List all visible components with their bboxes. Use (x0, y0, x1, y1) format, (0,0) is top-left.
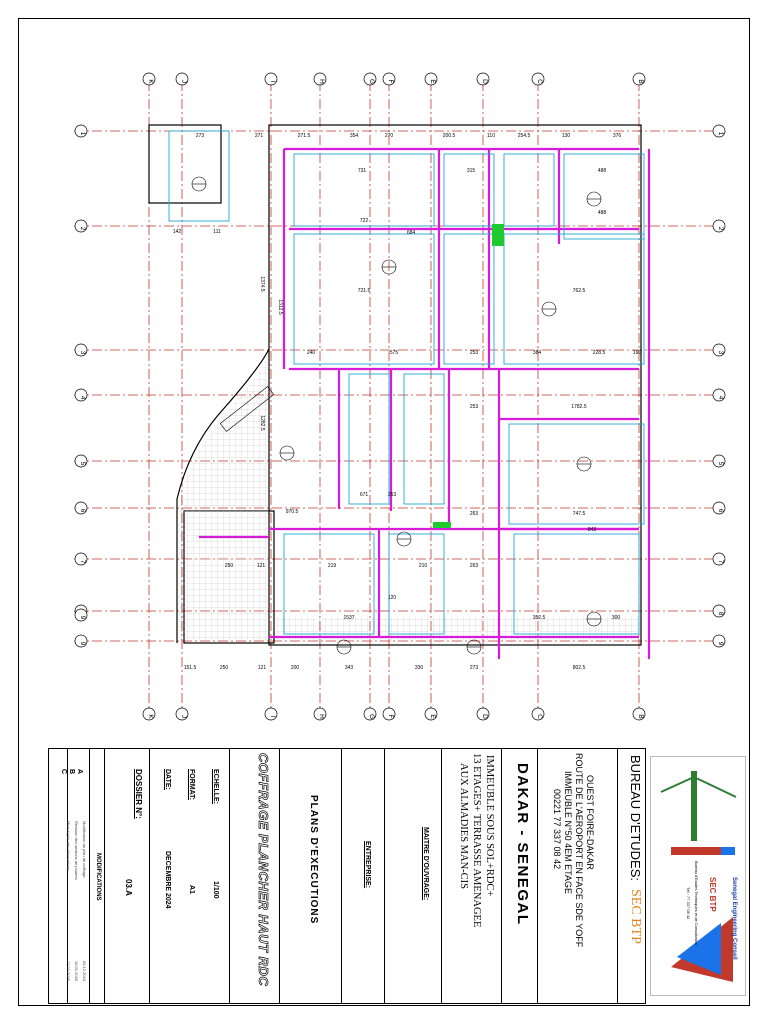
bottom-dimension-b6: 330 (414, 665, 424, 671)
axis-top-I-circle (265, 73, 277, 85)
logo-short: SEC BTP (708, 877, 717, 912)
logo-tagline: Bureau d'Etudes Techniques et de Consultation (694, 861, 699, 946)
axis-left-1-label: 1 (79, 131, 86, 136)
plan-dimension-r22: 263 (469, 511, 479, 517)
axis-left-2-label: 2 (79, 226, 86, 231)
axis-top-C-label: C (536, 79, 543, 84)
plan-dimension-r21: 253 (387, 492, 397, 498)
slab-panel (404, 374, 444, 504)
title-block (48, 748, 646, 1004)
top-dimension-d8: 254.5 (517, 133, 531, 139)
plan-dimension-r15: 1782.5 (571, 404, 587, 410)
stair-block-outline (149, 125, 221, 203)
plan-dimension-r19: 970.5 (285, 509, 299, 515)
axis-top-K-label: K (147, 79, 154, 84)
axis-bottom-C-label: C (536, 714, 543, 719)
plan-dimension-r4: 488 (597, 210, 607, 216)
date-value: DECEMBRE 2024 (164, 851, 171, 909)
date-label: DATE: (164, 769, 171, 790)
mod-date-c: 17.02.2025 (66, 961, 71, 982)
axis-right-7-label: 7 (717, 559, 724, 564)
bottom-dimension-b3: 121 (257, 665, 267, 671)
slab-panel (349, 374, 389, 504)
top-dimension-d7: 110 (487, 133, 495, 139)
plan-dimension-r30: 352.5 (532, 615, 546, 621)
modifications-label: MODIFICATIONS (95, 853, 101, 901)
plan-dimension-s5: 1282.5 (259, 415, 265, 431)
plan-dimension-r28: 219 (327, 563, 337, 569)
mod-code-a: A (76, 769, 83, 775)
mod-date-b: 16.01.2025 (74, 961, 79, 982)
bottom-dimension-b1: 151.5 (183, 665, 197, 671)
plan-dimension-r14: 190 (632, 350, 642, 356)
axis-right-5-label: 5 (717, 461, 724, 466)
axis-top-F-label: F (387, 79, 394, 84)
top-dimension-d6: 200.5 (442, 133, 456, 139)
plan-dimension-r31: 300 (611, 615, 621, 621)
axis-top-D-label: D (481, 79, 488, 84)
axis-top-G-label: G (368, 78, 375, 85)
dossier-label: DOSSIER N°: (134, 769, 143, 819)
plans-label: PLANS D'EXECUTIONS (308, 795, 319, 925)
axis-right-4-label: 4 (717, 395, 724, 400)
axis-bottom-D-label: D (481, 714, 488, 719)
axis-top-H-label: H (318, 79, 325, 84)
format-value: A1 (188, 885, 195, 894)
axis-top-I-label: I (269, 80, 276, 83)
dossier-value: 03.A (124, 879, 133, 896)
slab-panel (169, 131, 229, 221)
axis-bottom-I-label: I (269, 715, 276, 718)
green-marker (492, 224, 504, 246)
axis-bottom-F-label: F (387, 714, 394, 719)
mod-desc-a: Modification du plan de coffrage (82, 821, 87, 878)
echelle-label: ECHELLE: (212, 769, 219, 804)
mod-desc-b: Révision des sections de poutres (74, 821, 79, 880)
slab-panel (444, 234, 494, 364)
plan-dimension-s1: 142 (172, 229, 182, 235)
mod-desc-c: Mise à jour des réservations (66, 821, 71, 872)
plan-dimension-r23: 1537 (343, 615, 355, 621)
axis-right-1-label: 1 (717, 131, 724, 136)
address-line-2: ROUTE DE L'AEROPORT EN FACE SDE YOFF (574, 753, 584, 948)
axis-bottom-H-label: H (318, 714, 325, 719)
address-line-4: 00221 77 337 08 42 (552, 789, 562, 870)
axis-bottom-I-circle (265, 708, 277, 720)
axis-right-2-label: 2 (717, 226, 724, 231)
plan-dimension-r20: 671 (359, 492, 369, 498)
bottom-dimension-b5: 343 (344, 665, 354, 671)
axis-bottom-G-label: G (368, 713, 375, 720)
slab-panel (504, 154, 554, 226)
bureau-label: BUREAU D'ETUDES: (628, 755, 643, 882)
address-line-1: OUEST FOIRE-DAKAR (585, 775, 595, 870)
balcony-hatch (274, 617, 639, 643)
green-marker (433, 522, 451, 528)
top-dimension-d1: 273 (195, 133, 205, 139)
axis-left-9-label: 9 (79, 641, 86, 646)
top-dimension-d4: 354 (349, 133, 359, 139)
plan-dimension-s2: 111 (213, 229, 221, 235)
plan-dimension-r13: 228.5 (592, 350, 606, 356)
main-building-outline (269, 125, 641, 645)
plan-dimension-r7: 721.5 (357, 288, 371, 294)
plan-dimension-r11: 253 (469, 350, 479, 356)
bottom-dimension-b2: 250 (219, 665, 229, 671)
slab-panel (509, 424, 644, 524)
axis-left-6-label: 6 (79, 508, 86, 513)
axis-right-8-label: 8 (717, 611, 724, 616)
plan-dimension-r17: 747.5 (572, 511, 586, 517)
floor-plan (19, 19, 749, 747)
plan-dimension-r18: 843 (587, 527, 597, 533)
plan-dimension-r27: 121 (256, 563, 266, 569)
project-line-2: 13 ETAGES+ TERRASSE AMENAGEE (471, 753, 482, 928)
mod-code-c: C (60, 769, 67, 775)
plan-dimension-r26: 250 (224, 563, 234, 569)
terrace-hatch (179, 355, 269, 641)
plan-dimension-r16: 253 (469, 404, 479, 410)
maitre-ouvrage-label: MAITRE D'OUVRAGE: (422, 827, 429, 901)
company-logo (650, 756, 746, 996)
axis-right-6-label: 6 (717, 508, 724, 513)
axis-top-B-label: B (637, 79, 644, 84)
plan-dimension-r3: 488 (597, 168, 607, 174)
axis-bottom-K-label: K (147, 714, 154, 719)
plan-dimension-s4: 1312.5 (277, 299, 283, 315)
bureau-name: SEC BTP (628, 889, 643, 944)
slab-panel (294, 154, 434, 226)
plan-dimension-r24: 120 (387, 595, 397, 601)
bottom-dimension-b8: 802.5 (572, 665, 586, 671)
bottom-dimension-b7: 273 (469, 665, 479, 671)
axis-left-9b-label: 9 (79, 615, 86, 620)
top-dimension-d5: 270 (384, 133, 394, 139)
top-dimension-d10: 376 (612, 133, 622, 139)
plan-dimension-r8: 762.5 (572, 288, 586, 294)
axis-left-3-label: 3 (79, 350, 86, 355)
axis-top-J-label: J (180, 79, 187, 84)
axis-top-E-label: E (429, 79, 436, 84)
project-line-1: IMMEUBLE SOUS SOL+RDC+ (484, 755, 495, 897)
logo-name: Senegal Engineering Conseil (731, 877, 737, 960)
axis-left-5-label: 5 (79, 461, 86, 466)
plan-dimension-r29: 263 (469, 563, 479, 569)
plan-dimension-s3: 1374.5 (259, 276, 265, 292)
entreprise-label: ENTREPRISE: (364, 841, 371, 889)
project-line-3: AUX ALMADIES MAN-CIS (458, 763, 469, 890)
location-label: DAKAR - SENEGAL (514, 763, 531, 926)
axis-bottom-E-label: E (429, 714, 436, 719)
axis-right-3-label: 3 (717, 350, 724, 355)
address-line-3: IMMEUBLE N°50 4EM ETAGE (563, 771, 573, 894)
logo-phone: Tél : 77 337 08 42 (686, 887, 691, 920)
echelle-value: 1/100 (212, 881, 219, 899)
top-dimension-d9: 130 (561, 133, 571, 139)
plan-dimension-r5: 722 (359, 218, 369, 224)
slab-panel (444, 154, 494, 226)
drawing-title: COFFRAGE PLANCHER HAUT RDC (256, 753, 271, 987)
slab-panel (294, 234, 434, 364)
slab-panel (504, 234, 644, 364)
axis-left-7-label: 7 (79, 559, 86, 564)
axis-left-4-label: 4 (79, 395, 86, 400)
mod-code-b: B (68, 769, 75, 775)
plan-dimension-r9: 240 (306, 350, 316, 356)
axis-bottom-B-label: B (637, 714, 644, 719)
plan-dimension-r1: 731 (357, 168, 367, 174)
mod-date-a: 09.12.2024 (82, 961, 87, 982)
top-dimension-d3: 271.5 (297, 133, 311, 139)
axis-right-9-label: 9 (717, 641, 724, 646)
plan-dimension-r2: 315 (466, 168, 476, 174)
plan-dimension-r12: 384 (532, 350, 542, 356)
plan-dimension-r6: 684 (406, 230, 416, 236)
plan-dimension-r10: 575 (389, 350, 399, 356)
plan-dimension-r25: 210 (418, 563, 428, 569)
bottom-dimension-b4: 200 (290, 665, 300, 671)
top-dimension-d2: 271 (254, 133, 264, 139)
axis-bottom-J-label: J (180, 714, 187, 719)
format-label: FORMAT: (188, 769, 195, 800)
